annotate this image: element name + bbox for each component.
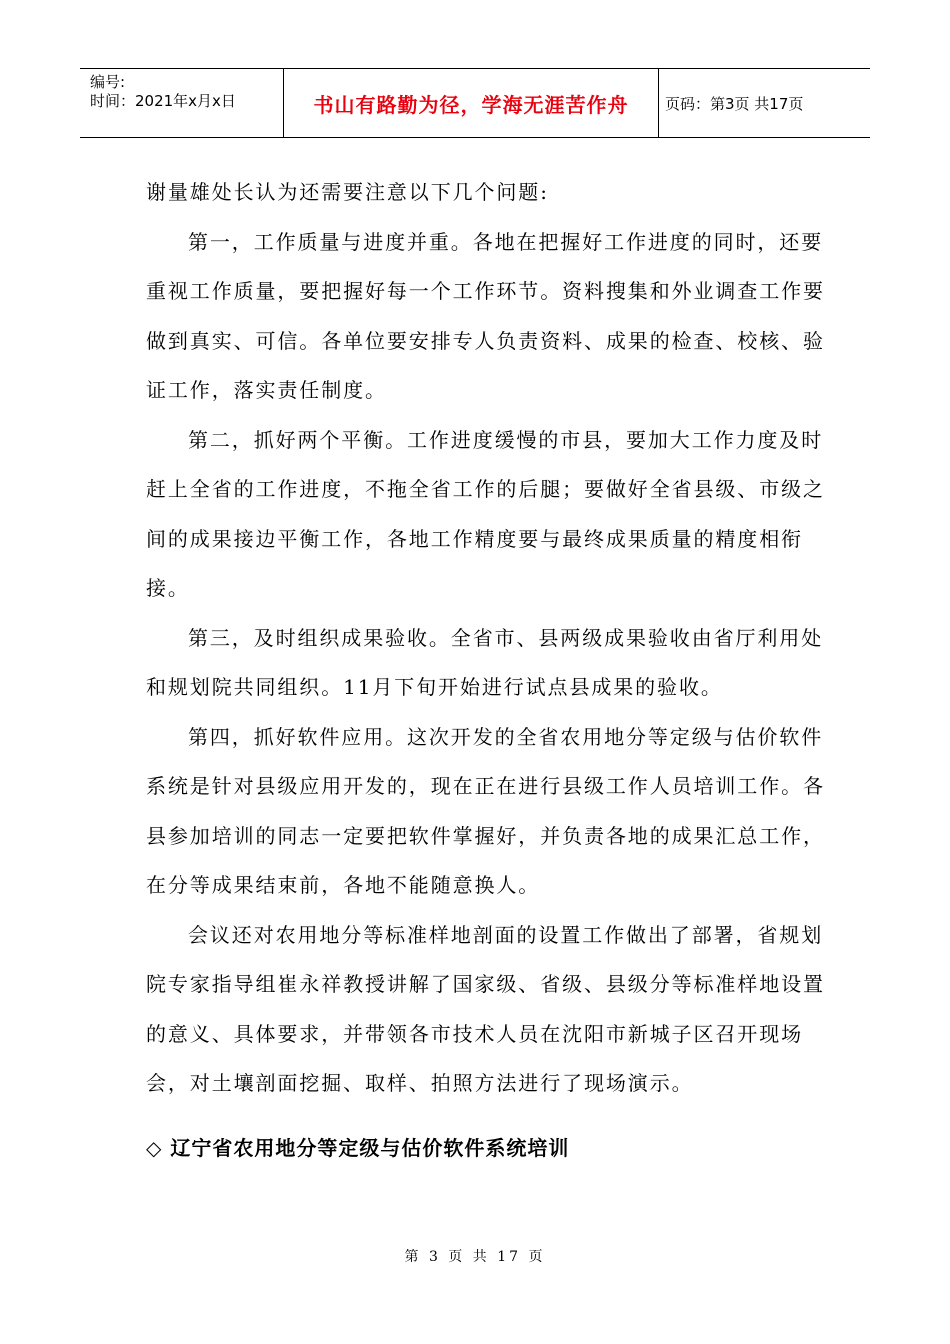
- document-number-label: 编号:: [90, 73, 126, 91]
- body-paragraph: 谢量雄处长认为还需要注意以下几个问题:: [146, 180, 549, 204]
- body-paragraph: 会议还对农用地分等标准样地剖面的设置工作做出了部署，省规划院专家指导组崔永祥教授讲解了国家级、省级、县级分等标准样地设置的意义、具体要求，并带领各市技术人员在沈阳市新城子区召开现场会，对土壤剖面挖掘、取样、拍照方法进行了现场演示。: [146, 922, 825, 1095]
- header-page-info: 页码：第3页 共17页: [665, 94, 804, 113]
- document-date-label: 时间：2021年x月x日: [90, 92, 236, 110]
- body-paragraph: 第四，抓好软件应用。这次开发的全省农用地分等定级与估价软件系统是针对县级应用开发的，现在正在进行县级工作人员培训工作。各县参加培训的同志一定要把软件掌握好，并负责各地的成果汇总工作，在分等成果结束前，各地不能随意换人。: [146, 724, 825, 897]
- body-paragraph: 第二，抓好两个平衡。工作进度缓慢的市县，要加大工作力度及时赶上全省的工作进度，不拖全省工作的后腿；要做好全省县级、市级之间的成果接边平衡工作，各地工作精度要与最终成果质量的精度相衔接。: [146, 427, 825, 600]
- header-meta: [80, 69, 283, 137]
- body-paragraph: 第三，及时组织成果验收。全省市、县两级成果验收由省厅利用处和规划院共同组织。11月下旬开始进行试点县成果的验收。: [146, 625, 824, 699]
- header-motto: 书山有路勤为径，学海无涯苦作舟: [313, 92, 629, 117]
- page-footer: 第 3 页 共 17 页: [404, 1249, 546, 1265]
- document-body: [146, 168, 826, 1109]
- section-heading: ◇ 辽宁省农用地分等定级与估价软件系统培训: [146, 1136, 570, 1160]
- page-header: [80, 68, 870, 138]
- body-paragraph: 第一，工作质量与进度并重。各地在把握好工作进度的同时，还要重视工作质量，要把握好每一个工作环节。资料搜集和外业调查工作要做到真实、可信。各单位要安排专人负责资料、成果的检查、校核、验证工作，落实责任制度。: [146, 229, 825, 402]
